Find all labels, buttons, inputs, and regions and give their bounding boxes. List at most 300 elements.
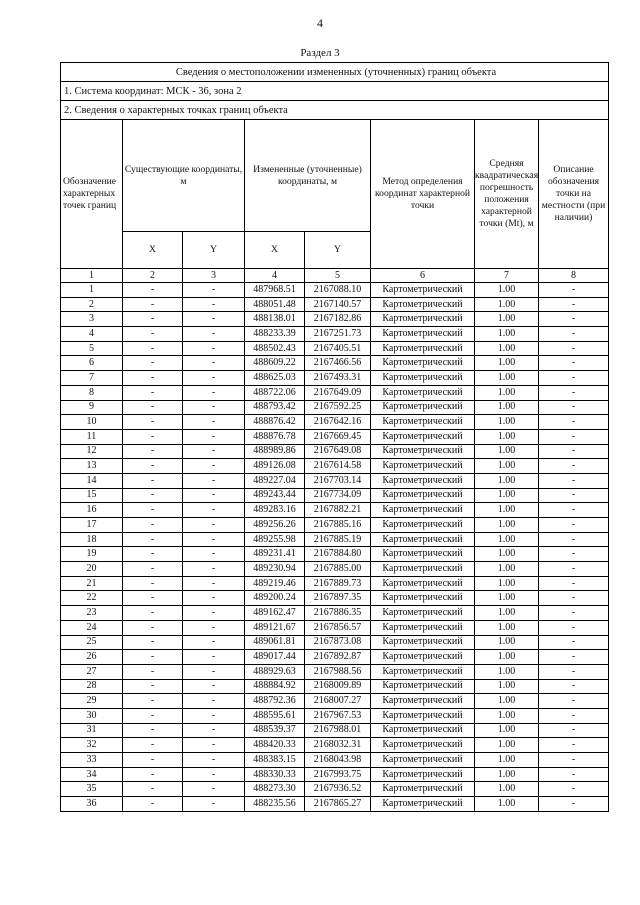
accuracy-cell: 1.00	[475, 312, 539, 327]
table-row	[61, 635, 609, 650]
method-cell: Картометрический	[371, 429, 475, 444]
existing-y-cell: -	[183, 356, 245, 371]
point-number-cell: 31	[61, 723, 123, 738]
accuracy-cell: 1.00	[475, 679, 539, 694]
point-number-cell: 21	[61, 576, 123, 591]
changed-y-cell: 2167251.73	[305, 327, 371, 342]
changed-x-cell: 489231.41	[245, 547, 305, 562]
existing-y-cell: -	[183, 518, 245, 533]
table-row	[61, 415, 609, 430]
point-number-cell: 5	[61, 341, 123, 356]
point-number-cell: 13	[61, 459, 123, 474]
existing-y-cell: -	[183, 385, 245, 400]
table-row	[61, 488, 609, 503]
existing-x-cell: -	[123, 400, 183, 415]
description-cell: -	[539, 312, 609, 327]
existing-y-cell: -	[183, 400, 245, 415]
description-cell: -	[539, 356, 609, 371]
method-cell: Картометрический	[371, 503, 475, 518]
changed-x-cell: 489227.04	[245, 473, 305, 488]
existing-x-cell: -	[123, 415, 183, 430]
existing-x-cell: -	[123, 723, 183, 738]
existing-x-cell: -	[123, 327, 183, 342]
changed-x-cell: 488235.56	[245, 797, 305, 812]
accuracy-cell: 1.00	[475, 664, 539, 679]
header-accuracy: Средняя квадратическая погрешность положения характерной точки (Mt), м	[475, 120, 539, 269]
method-cell: Картометрический	[371, 576, 475, 591]
description-cell: -	[539, 518, 609, 533]
point-number-cell: 34	[61, 767, 123, 782]
point-number-cell: 33	[61, 753, 123, 768]
column-number-row	[61, 269, 609, 283]
accuracy-cell: 1.00	[475, 503, 539, 518]
point-number-cell: 3	[61, 312, 123, 327]
changed-x-cell: 488884.92	[245, 679, 305, 694]
table-row	[61, 297, 609, 312]
existing-x-cell: -	[123, 283, 183, 298]
column-number: 5	[305, 269, 371, 283]
description-cell: -	[539, 532, 609, 547]
point-number-cell: 12	[61, 444, 123, 459]
existing-x-cell: -	[123, 576, 183, 591]
description-cell: -	[539, 341, 609, 356]
header-point-name: Обозначение характерных точек границ	[61, 120, 123, 269]
accuracy-cell: 1.00	[475, 444, 539, 459]
header-changed-coords: Измененные (уточненные) координаты, м	[245, 120, 371, 232]
table-row	[61, 444, 609, 459]
changed-y-cell: 2167885.00	[305, 562, 371, 577]
existing-y-cell: -	[183, 679, 245, 694]
existing-x-cell: -	[123, 444, 183, 459]
existing-y-cell: -	[183, 444, 245, 459]
point-number-cell: 6	[61, 356, 123, 371]
changed-x-cell: 488929.63	[245, 664, 305, 679]
table-row	[61, 341, 609, 356]
table-row	[61, 723, 609, 738]
existing-x-cell: -	[123, 547, 183, 562]
changed-x-cell: 488383.15	[245, 753, 305, 768]
coordinate-system-row	[61, 82, 609, 101]
description-cell: -	[539, 547, 609, 562]
description-cell: -	[539, 297, 609, 312]
method-cell: Картометрический	[371, 635, 475, 650]
method-cell: Картометрический	[371, 341, 475, 356]
point-number-cell: 25	[61, 635, 123, 650]
changed-x-cell: 488539.37	[245, 723, 305, 738]
existing-y-cell: -	[183, 297, 245, 312]
method-cell: Картометрический	[371, 753, 475, 768]
method-cell: Картометрический	[371, 312, 475, 327]
existing-x-cell: -	[123, 679, 183, 694]
accuracy-cell: 1.00	[475, 356, 539, 371]
table-row	[61, 782, 609, 797]
description-cell: -	[539, 415, 609, 430]
accuracy-cell: 1.00	[475, 297, 539, 312]
header-row	[61, 120, 609, 232]
changed-x-cell: 489126.08	[245, 459, 305, 474]
existing-y-cell: -	[183, 650, 245, 665]
method-cell: Картометрический	[371, 723, 475, 738]
description-cell: -	[539, 488, 609, 503]
changed-y-cell: 2167649.08	[305, 444, 371, 459]
point-number-cell: 8	[61, 385, 123, 400]
point-number-cell: 24	[61, 620, 123, 635]
accuracy-cell: 1.00	[475, 635, 539, 650]
changed-y-cell: 2167993.75	[305, 767, 371, 782]
point-number-cell: 32	[61, 738, 123, 753]
changed-y-cell: 2167884.80	[305, 547, 371, 562]
changed-x-cell: 489256.26	[245, 518, 305, 533]
point-number-cell: 30	[61, 708, 123, 723]
changed-x-cell: 489121.67	[245, 620, 305, 635]
existing-y-cell: -	[183, 312, 245, 327]
description-cell: -	[539, 327, 609, 342]
description-cell: -	[539, 591, 609, 606]
changed-x-cell: 488722.06	[245, 385, 305, 400]
description-cell: -	[539, 620, 609, 635]
method-cell: Картометрический	[371, 385, 475, 400]
accuracy-cell: 1.00	[475, 547, 539, 562]
table-row	[61, 371, 609, 386]
description-cell: -	[539, 723, 609, 738]
changed-y-cell: 2167988.56	[305, 664, 371, 679]
changed-y-cell: 2167885.16	[305, 518, 371, 533]
changed-y-cell: 2167669.45	[305, 429, 371, 444]
changed-x-cell: 488792.36	[245, 694, 305, 709]
method-cell: Картометрический	[371, 650, 475, 665]
description-cell: -	[539, 782, 609, 797]
method-cell: Картометрический	[371, 620, 475, 635]
existing-x-cell: -	[123, 708, 183, 723]
existing-x-cell: -	[123, 503, 183, 518]
point-number-cell: 18	[61, 532, 123, 547]
accuracy-cell: 1.00	[475, 797, 539, 812]
description-cell: -	[539, 738, 609, 753]
description-cell: -	[539, 385, 609, 400]
point-number-cell: 15	[61, 488, 123, 503]
table-row	[61, 708, 609, 723]
point-number-cell: 4	[61, 327, 123, 342]
boundary-points-table	[60, 62, 609, 812]
existing-x-cell: -	[123, 591, 183, 606]
table-row	[61, 753, 609, 768]
accuracy-cell: 1.00	[475, 341, 539, 356]
description-cell: -	[539, 753, 609, 768]
method-cell: Картометрический	[371, 371, 475, 386]
accuracy-cell: 1.00	[475, 738, 539, 753]
column-number: 6	[371, 269, 475, 283]
description-cell: -	[539, 664, 609, 679]
changed-y-cell: 2167088.10	[305, 283, 371, 298]
accuracy-cell: 1.00	[475, 488, 539, 503]
column-number: 2	[123, 269, 183, 283]
description-cell: -	[539, 429, 609, 444]
table-row	[61, 694, 609, 709]
changed-x-cell: 488609.22	[245, 356, 305, 371]
accuracy-cell: 1.00	[475, 429, 539, 444]
description-cell: -	[539, 562, 609, 577]
point-number-cell: 17	[61, 518, 123, 533]
header-existing-x: X	[123, 232, 183, 269]
changed-y-cell: 2167882.21	[305, 503, 371, 518]
method-cell: Картометрический	[371, 591, 475, 606]
table-row	[61, 562, 609, 577]
existing-y-cell: -	[183, 620, 245, 635]
changed-x-cell: 488051.48	[245, 297, 305, 312]
existing-x-cell: -	[123, 297, 183, 312]
method-cell: Картометрический	[371, 738, 475, 753]
table-row	[61, 283, 609, 298]
changed-x-cell: 489200.24	[245, 591, 305, 606]
existing-y-cell: -	[183, 327, 245, 342]
table-row	[61, 679, 609, 694]
existing-y-cell: -	[183, 797, 245, 812]
accuracy-cell: 1.00	[475, 694, 539, 709]
method-cell: Картометрический	[371, 297, 475, 312]
method-cell: Картометрический	[371, 547, 475, 562]
existing-x-cell: -	[123, 694, 183, 709]
method-cell: Картометрический	[371, 767, 475, 782]
points-heading-row	[61, 101, 609, 120]
table-row	[61, 664, 609, 679]
changed-x-cell: 488330.33	[245, 767, 305, 782]
existing-x-cell: -	[123, 532, 183, 547]
header-description: Описание обозначения точки на местности (при наличии)	[539, 120, 609, 269]
header-changed-y: Y	[305, 232, 371, 269]
existing-x-cell: -	[123, 371, 183, 386]
changed-y-cell: 2167988.01	[305, 723, 371, 738]
description-cell: -	[539, 444, 609, 459]
changed-y-cell: 2167892.87	[305, 650, 371, 665]
existing-x-cell: -	[123, 664, 183, 679]
existing-y-cell: -	[183, 459, 245, 474]
header-changed-x: X	[245, 232, 305, 269]
existing-y-cell: -	[183, 473, 245, 488]
point-number-cell: 22	[61, 591, 123, 606]
point-number-cell: 2	[61, 297, 123, 312]
method-cell: Картометрический	[371, 459, 475, 474]
changed-y-cell: 2167466.56	[305, 356, 371, 371]
accuracy-cell: 1.00	[475, 782, 539, 797]
existing-y-cell: -	[183, 532, 245, 547]
existing-x-cell: -	[123, 797, 183, 812]
point-number-cell: 28	[61, 679, 123, 694]
point-number-cell: 26	[61, 650, 123, 665]
accuracy-cell: 1.00	[475, 473, 539, 488]
method-cell: Картометрический	[371, 679, 475, 694]
accuracy-cell: 1.00	[475, 283, 539, 298]
accuracy-cell: 1.00	[475, 518, 539, 533]
description-cell: -	[539, 694, 609, 709]
accuracy-cell: 1.00	[475, 767, 539, 782]
accuracy-cell: 1.00	[475, 385, 539, 400]
changed-y-cell: 2167405.51	[305, 341, 371, 356]
method-cell: Картометрический	[371, 782, 475, 797]
description-cell: -	[539, 606, 609, 621]
accuracy-cell: 1.00	[475, 606, 539, 621]
point-number-cell: 9	[61, 400, 123, 415]
existing-x-cell: -	[123, 782, 183, 797]
existing-y-cell: -	[183, 341, 245, 356]
column-number: 3	[183, 269, 245, 283]
method-cell: Картометрический	[371, 606, 475, 621]
existing-y-cell: -	[183, 547, 245, 562]
changed-y-cell: 2167886.35	[305, 606, 371, 621]
changed-x-cell: 488876.78	[245, 429, 305, 444]
accuracy-cell: 1.00	[475, 650, 539, 665]
method-cell: Картометрический	[371, 356, 475, 371]
column-number: 4	[245, 269, 305, 283]
existing-x-cell: -	[123, 650, 183, 665]
accuracy-cell: 1.00	[475, 620, 539, 635]
point-number-cell: 29	[61, 694, 123, 709]
changed-y-cell: 2167642.16	[305, 415, 371, 430]
existing-x-cell: -	[123, 429, 183, 444]
existing-y-cell: -	[183, 488, 245, 503]
method-cell: Картометрический	[371, 518, 475, 533]
description-cell: -	[539, 650, 609, 665]
existing-y-cell: -	[183, 753, 245, 768]
existing-y-cell: -	[183, 415, 245, 430]
changed-y-cell: 2167703.14	[305, 473, 371, 488]
method-cell: Картометрический	[371, 444, 475, 459]
existing-y-cell: -	[183, 738, 245, 753]
point-number-cell: 27	[61, 664, 123, 679]
table-row	[61, 797, 609, 812]
changed-x-cell: 489255.98	[245, 532, 305, 547]
existing-x-cell: -	[123, 738, 183, 753]
description-cell: -	[539, 767, 609, 782]
existing-x-cell: -	[123, 488, 183, 503]
description-cell: -	[539, 283, 609, 298]
table-row	[61, 518, 609, 533]
method-cell: Картометрический	[371, 532, 475, 547]
changed-y-cell: 2168009.89	[305, 679, 371, 694]
changed-y-cell: 2167649.09	[305, 385, 371, 400]
page-number: 4	[317, 16, 323, 30]
existing-x-cell: -	[123, 518, 183, 533]
existing-y-cell: -	[183, 371, 245, 386]
changed-y-cell: 2167967.53	[305, 708, 371, 723]
existing-x-cell: -	[123, 767, 183, 782]
existing-y-cell: -	[183, 694, 245, 709]
changed-x-cell: 488793.42	[245, 400, 305, 415]
method-cell: Картометрический	[371, 327, 475, 342]
table-row	[61, 620, 609, 635]
accuracy-cell: 1.00	[475, 532, 539, 547]
existing-x-cell: -	[123, 385, 183, 400]
header-existing-coords: Существующие координаты, м	[123, 120, 245, 232]
existing-x-cell: -	[123, 635, 183, 650]
existing-x-cell: -	[123, 753, 183, 768]
table-row	[61, 473, 609, 488]
method-cell: Картометрический	[371, 694, 475, 709]
changed-x-cell: 488233.39	[245, 327, 305, 342]
table-row	[61, 738, 609, 753]
changed-x-cell: 489283.16	[245, 503, 305, 518]
table-row	[61, 532, 609, 547]
method-cell: Картометрический	[371, 415, 475, 430]
existing-y-cell: -	[183, 283, 245, 298]
existing-x-cell: -	[123, 312, 183, 327]
existing-x-cell: -	[123, 341, 183, 356]
existing-y-cell: -	[183, 606, 245, 621]
table-row	[61, 385, 609, 400]
existing-x-cell: -	[123, 620, 183, 635]
description-cell: -	[539, 503, 609, 518]
existing-x-cell: -	[123, 356, 183, 371]
changed-y-cell: 2167885.19	[305, 532, 371, 547]
existing-y-cell: -	[183, 576, 245, 591]
changed-x-cell: 488138.01	[245, 312, 305, 327]
changed-x-cell: 488876.42	[245, 415, 305, 430]
existing-x-cell: -	[123, 562, 183, 577]
accuracy-cell: 1.00	[475, 708, 539, 723]
point-number-cell: 11	[61, 429, 123, 444]
existing-y-cell: -	[183, 708, 245, 723]
column-number: 8	[539, 269, 609, 283]
changed-y-cell: 2167493.31	[305, 371, 371, 386]
column-number: 7	[475, 269, 539, 283]
description-cell: -	[539, 459, 609, 474]
existing-y-cell: -	[183, 635, 245, 650]
existing-x-cell: -	[123, 473, 183, 488]
changed-y-cell: 2167936.52	[305, 782, 371, 797]
point-number-cell: 36	[61, 797, 123, 812]
description-cell: -	[539, 473, 609, 488]
changed-x-cell: 489017.44	[245, 650, 305, 665]
existing-y-cell: -	[183, 503, 245, 518]
column-number: 1	[61, 269, 123, 283]
accuracy-cell: 1.00	[475, 400, 539, 415]
method-cell: Картометрический	[371, 562, 475, 577]
table-body	[61, 283, 609, 812]
table-row	[61, 576, 609, 591]
method-cell: Картометрический	[371, 488, 475, 503]
changed-x-cell: 489219.46	[245, 576, 305, 591]
accuracy-cell: 1.00	[475, 327, 539, 342]
table-row	[61, 327, 609, 342]
changed-y-cell: 2167614.58	[305, 459, 371, 474]
point-number-cell: 7	[61, 371, 123, 386]
method-cell: Картометрический	[371, 708, 475, 723]
header-existing-y: Y	[183, 232, 245, 269]
changed-x-cell: 487968.51	[245, 283, 305, 298]
accuracy-cell: 1.00	[475, 723, 539, 738]
description-cell: -	[539, 400, 609, 415]
changed-y-cell: 2167889.73	[305, 576, 371, 591]
changed-y-cell: 2167140.57	[305, 297, 371, 312]
header-method: Метод определения координат характерной точки	[371, 120, 475, 269]
existing-x-cell: -	[123, 459, 183, 474]
point-number-cell: 14	[61, 473, 123, 488]
changed-y-cell: 2168007.27	[305, 694, 371, 709]
accuracy-cell: 1.00	[475, 459, 539, 474]
changed-y-cell: 2167865.27	[305, 797, 371, 812]
method-cell: Картометрический	[371, 664, 475, 679]
table-row	[61, 767, 609, 782]
coordinate-system: 1. Система координат: МСК - 36, зона 2	[61, 82, 609, 101]
existing-y-cell: -	[183, 429, 245, 444]
table-row	[61, 591, 609, 606]
section-label: Раздел 3	[300, 47, 340, 59]
existing-x-cell: -	[123, 606, 183, 621]
changed-x-cell: 488273.30	[245, 782, 305, 797]
changed-y-cell: 2167856.57	[305, 620, 371, 635]
point-number-cell: 10	[61, 415, 123, 430]
changed-y-cell: 2167734.09	[305, 488, 371, 503]
changed-y-cell: 2167592.25	[305, 400, 371, 415]
